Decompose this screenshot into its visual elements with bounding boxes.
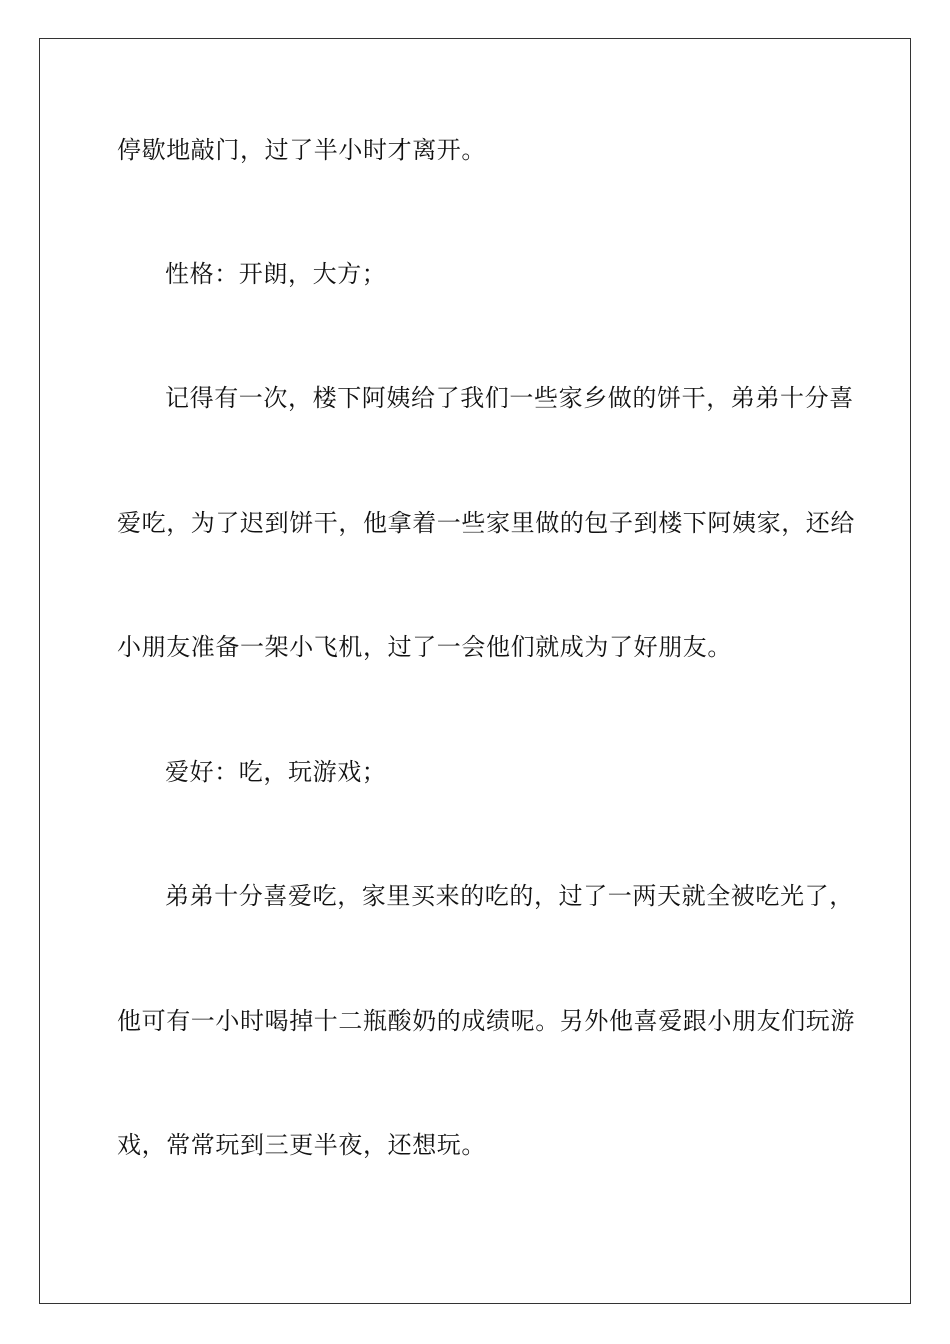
text-line: 弟弟十分喜爱吃，家里买来的吃的，过了一两天就全被吃光了， xyxy=(165,882,854,910)
text-line: 小朋友准备一架小飞机，过了一会他们就成为了好朋友。 xyxy=(117,633,732,661)
text-line: 停歇地敲门，过了半小时才离开。 xyxy=(117,136,486,164)
page-border xyxy=(39,38,911,1304)
text-line: 他可有一小时喝掉十二瓶酸奶的成绩呢。另外他喜爱跟小朋友们玩游 xyxy=(117,1007,855,1035)
text-line: 爱吃，为了迟到饼干，他拿着一些家里做的包子到楼下阿姨家，还给 xyxy=(117,509,855,537)
text-line: 性格：开朗，大方； xyxy=(165,260,387,288)
text-line: 戏，常常玩到三更半夜，还想玩。 xyxy=(117,1131,486,1159)
text-line: 记得有一次，楼下阿姨给了我们一些家乡做的饼干，弟弟十分喜 xyxy=(165,384,854,412)
text-line: 爱好：吃，玩游戏； xyxy=(165,758,387,786)
